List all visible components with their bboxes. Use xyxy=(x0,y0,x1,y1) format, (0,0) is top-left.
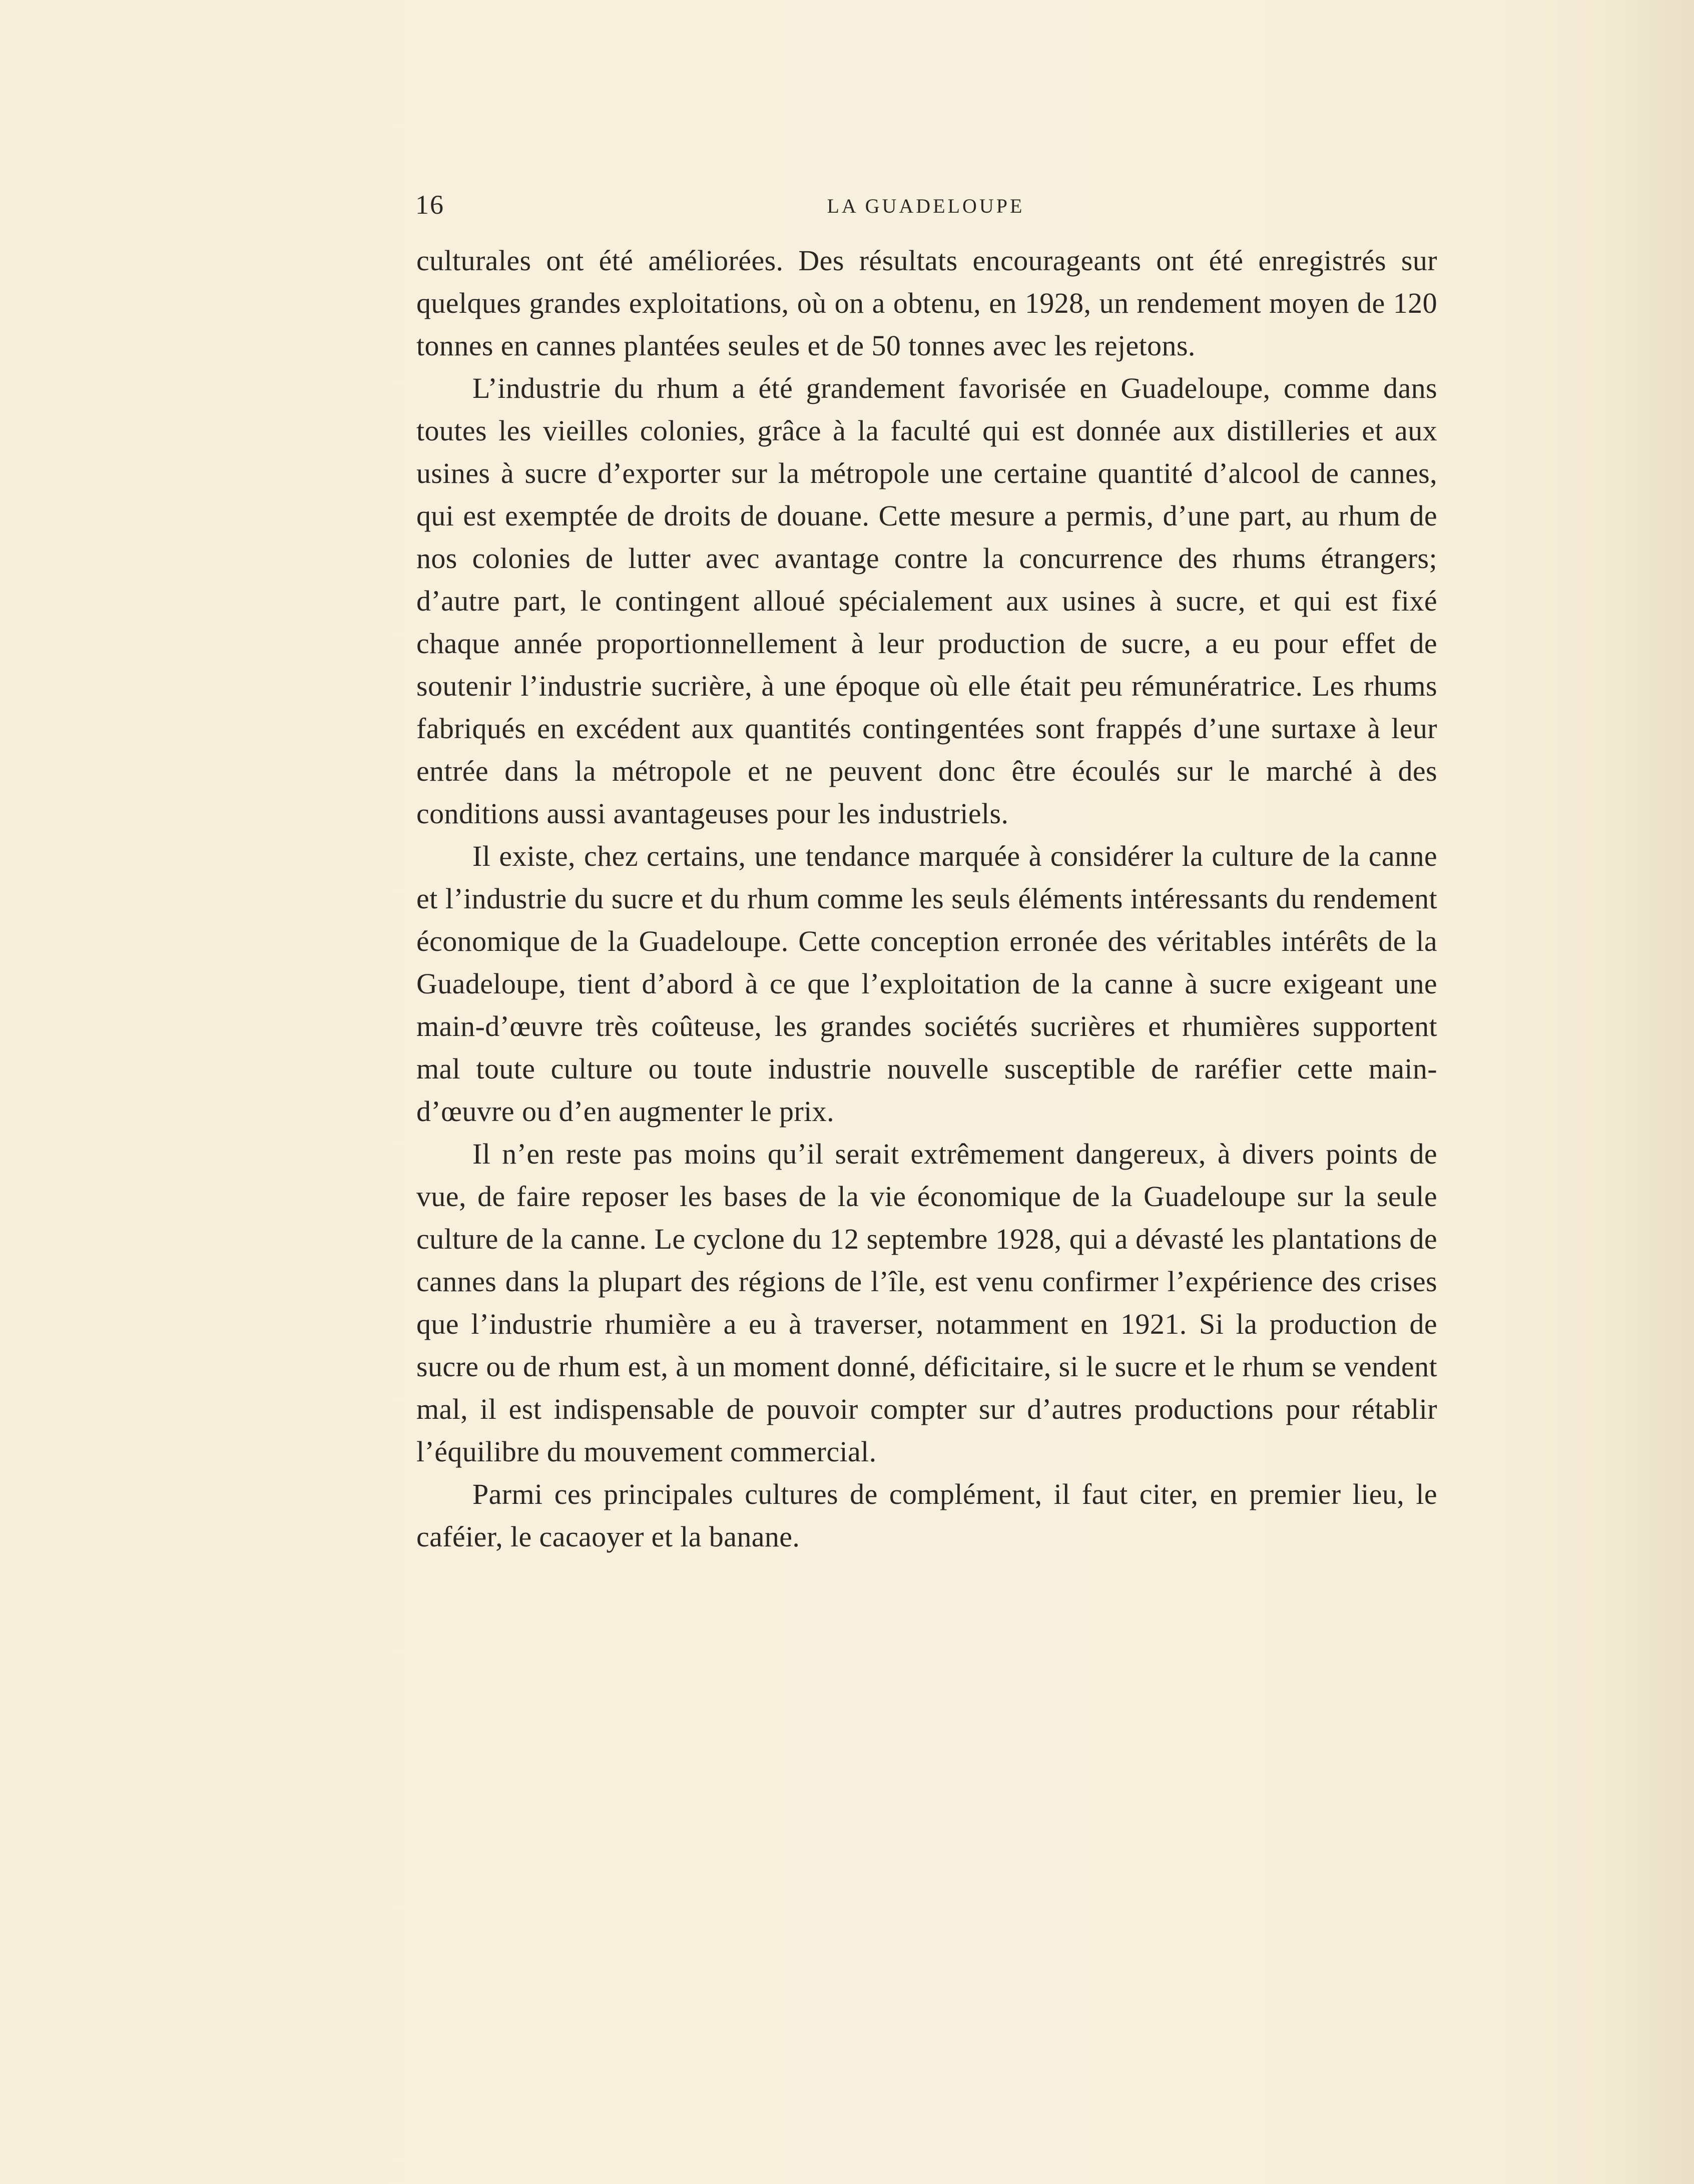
paragraph-1: culturales ont été améliorées. Des résultats encourageants ont été enregistrés sur quelques grandes exploitations, où on a obtenu, en 1928, un rendement moyen de 120 tonnes en cannes plantées seules et de 50 tonnes avec les rejetons. xyxy=(416,244,1437,362)
page-header xyxy=(415,189,1436,224)
paragraph-4: Il n’en reste pas moins qu’il serait extrêmement dangereux, à divers points de vue, de faire reposer les bases de la vie économique de la Guadeloupe sur la seule culture de la canne. Le cyclone du 12 septembre 1928, qui a dévasté les plantations de cannes dans la plupart des régions de l’île, est venu confirmer l’expérience des crises que l’industrie rhumière a eu à traverser, notamment en 1921. Si la production de sucre ou de rhum est, à un moment donné, déficitaire, si le sucre et le rhum se vendent mal, il est indispensable de pouvoir compter sur d’autres productions pour rétablir l’équilibre du mouvement commercial. xyxy=(416,1138,1437,1468)
paragraph-2: L’industrie du rhum a été grandement favorisée en Guadeloupe, comme dans toutes les vieilles colonies, grâce à la faculté qui est donnée aux distilleries et aux usines à sucre d’exporter sur la métropole une certaine quantité d’alcool de cannes, qui est exemptée de droits de douane. Cette mesure a permis, d’une part, au rhum de nos colonies de lutter avec avantage contre la concurrence des rhums étrangers; d’autre part, le contingent alloué spécialement aux usines à sucre, et qui est fixé chaque année proportionnellement à leur production de sucre, a eu pour effet de soutenir l’industrie sucrière, à une époque où elle était peu rémunératrice. Les rhums fabriqués en excédent aux quantités contingentées sont frappés d’une surtaxe à leur entrée dans la métropole et ne peuvent donc être écoulés sur le marché à des conditions aussi avantageuses pour les industriels. xyxy=(416,372,1437,830)
page-edge-shadow xyxy=(1619,0,1694,2184)
paragraph-5: Parmi ces principales cultures de complément, il faut citer, en premier lieu, le caféier, le cacaoyer et la banane. xyxy=(416,1478,1437,1553)
paragraph-3: Il existe, chez certains, une tendance marquée à considérer la culture de la canne et l’industrie du sucre et du rhum comme les seuls éléments intéressants du rendement économique de la Guadeloupe. Cette conception erronée des véritables intérêts de la Guadeloupe, tient d’abord à ce que l’exploitation de la canne à sucre exigeant une main-d’œuvre très coûteuse, les grandes sociétés sucrières et rhumières supportent mal toute culture ou toute industrie nouvelle susceptible de raréfier cette main-d’œuvre ou d’en augmenter le prix. xyxy=(416,840,1437,1128)
body-text xyxy=(416,239,1437,1558)
page-number: 16 xyxy=(415,190,444,220)
running-title: LA GUADELOUPE xyxy=(827,195,1025,217)
